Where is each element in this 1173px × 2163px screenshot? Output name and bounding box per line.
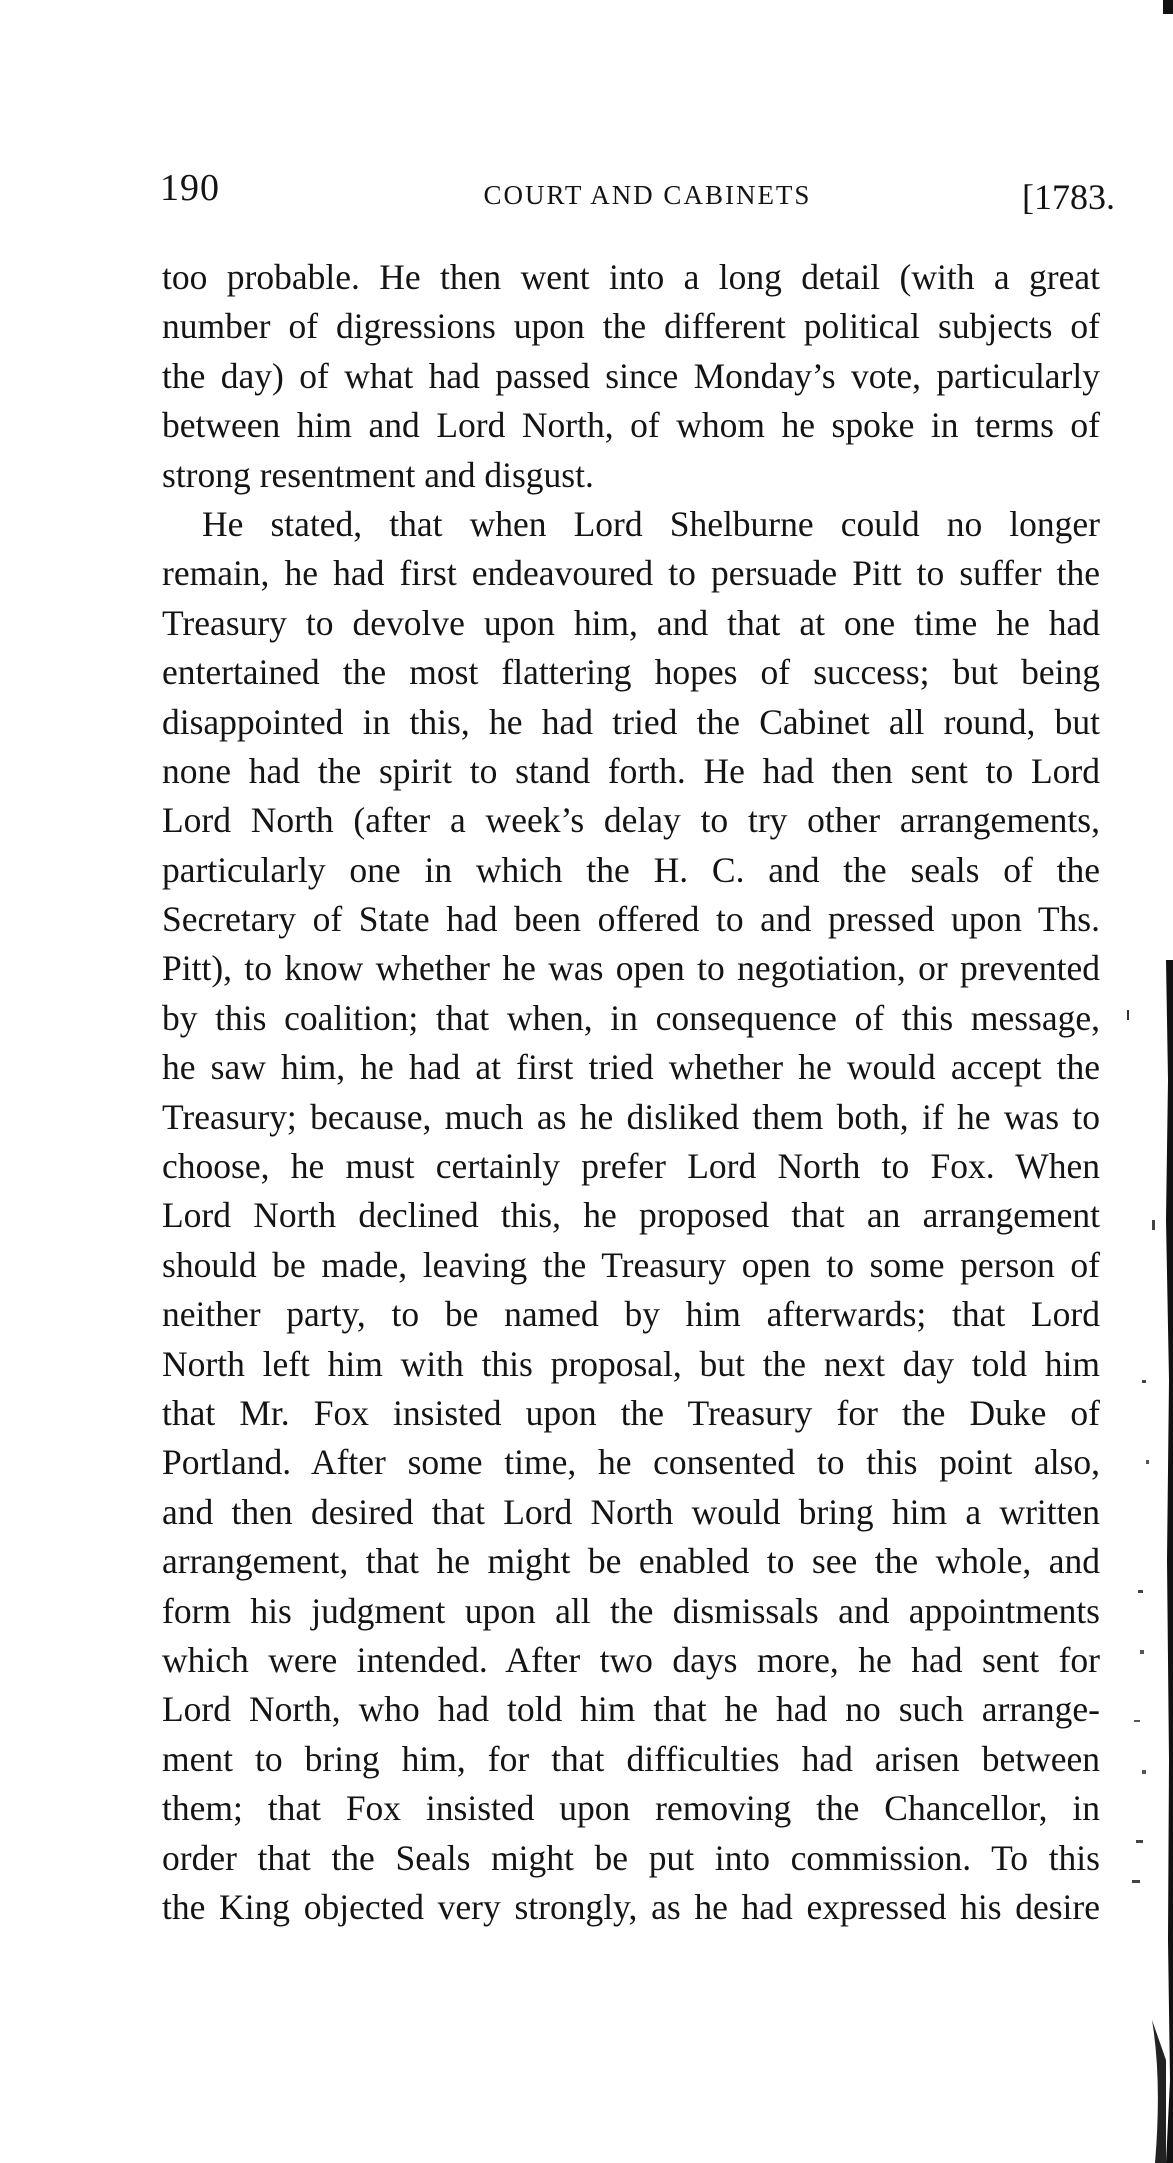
text-line: and then desired that Lord North would bring him a written [162, 1491, 1100, 1532]
page-number: 190 [160, 167, 220, 209]
text-line: too probable. He then went into a long detail (with a great [162, 257, 1100, 297]
text-line: strong resentment and disgust. [162, 454, 594, 495]
text-line: entertained the most flattering hopes of success; but being [162, 652, 1100, 693]
text-line: that Mr. Fox insisted upon the Treasury for the Duke of [162, 1392, 1100, 1433]
text-line: which were intended. After two days more, he had sent for [162, 1639, 1100, 1680]
text-line: by this coalition; that when, in consequence of this message, [162, 997, 1100, 1038]
text-line: them; that Fox insisted upon removing the Chancellor, in [162, 1788, 1100, 1829]
text-line: Secretary of State had been offered to and pressed upon Ths. [162, 899, 1100, 940]
text-line: disappointed in this, he had tried the Cabinet all round, but [162, 701, 1100, 742]
text-line: Portland. After some time, he consented to this point also, [162, 1442, 1100, 1483]
text-line: Lord North declined this, he proposed that an arrangement [162, 1195, 1100, 1236]
text-line: choose, he must certainly prefer Lord North to Fox. When [162, 1146, 1100, 1187]
running-title: COURT AND CABINETS [483, 180, 812, 210]
text-line: he saw him, he had at first tried whether he would accept the [162, 1047, 1100, 1088]
text-line: Treasury; because, much as he disliked them both, if he was to [162, 1096, 1100, 1137]
text-line: form his judgment upon all the dismissals and appointments [162, 1590, 1100, 1631]
text-line: between him and Lord North, of whom he spoke in terms of [162, 405, 1100, 446]
text-line: North left him with this proposal, but the next day told him [162, 1343, 1100, 1384]
scanned-gutter-edge [1122, 960, 1173, 2163]
text-line: Lord North (after a week’s delay to try other arrangements, [162, 800, 1100, 841]
text-line: remain, he had first endeavoured to persuade Pitt to suffer the [162, 553, 1100, 594]
text-line: the day) of what had passed since Monday’s vote, particularly [162, 355, 1100, 396]
text-line: the King objected very strongly, as he had expressed his desire [162, 1886, 1100, 1927]
text-line: He stated, that when Lord Shelburne could no longer [202, 503, 1100, 544]
text-line: neither party, to be named by him afterwards; that Lord [162, 1294, 1100, 1335]
text-line: Pitt), to know whether he was open to negotiation, or prevented [162, 948, 1100, 989]
text-line: particularly one in which the H. C. and the seals of the [162, 849, 1100, 890]
text-line: order that the Seals might be put into commission. To this [162, 1837, 1100, 1878]
text-line: Lord North, who had told him that he had no such arrange- [162, 1689, 1100, 1730]
running-head [160, 160, 1115, 220]
scan-corner-mark [1163, 0, 1173, 14]
body-text [162, 253, 1100, 1932]
text-line: arrangement, that he might be enabled to see the whole, and [162, 1541, 1100, 1582]
text-line: number of digressions upon the different political subjects of [162, 306, 1100, 347]
text-line: should be made, leaving the Treasury open to some person of [162, 1244, 1100, 1285]
text-line: ment to bring him, for that difficulties had arisen between [162, 1738, 1100, 1779]
text-line: Treasury to devolve upon him, and that at one time he had [162, 602, 1100, 643]
text-line: none had the spirit to stand forth. He had then sent to Lord [162, 750, 1100, 791]
running-year: [1783. [1022, 177, 1115, 217]
